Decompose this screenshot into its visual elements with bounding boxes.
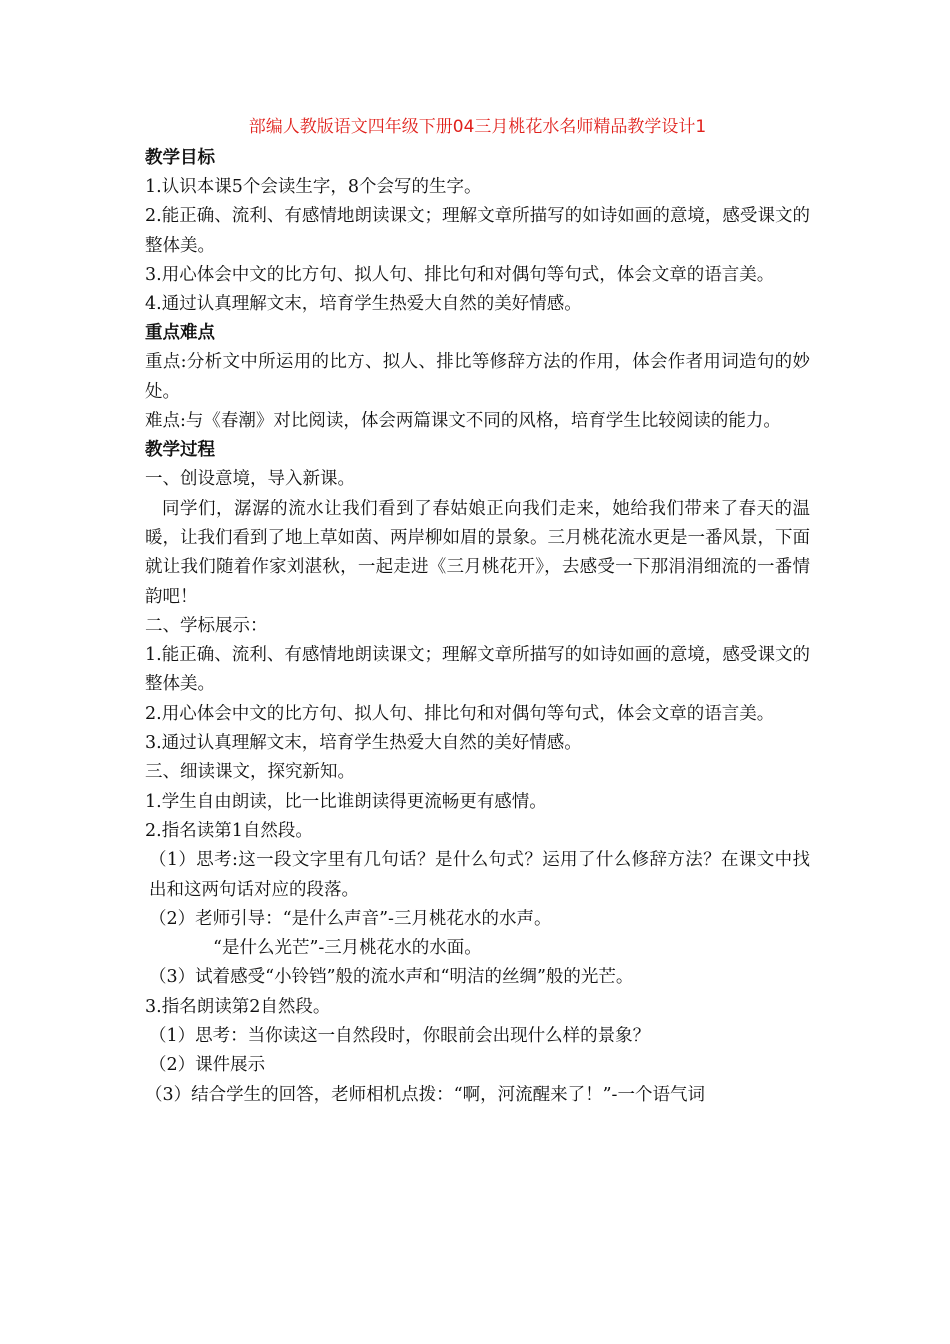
key-heading: 重点难点: [145, 323, 215, 344]
step1-heading: 一、创设意境，导入新课。: [145, 469, 355, 490]
step3-item: 1.学生自由朗读，比一比谁朗读得更流畅更有感情。: [145, 791, 547, 812]
difficult-point: 难点:与《春潮》对比阅读，体会两篇课文不同的风格，培育学生比较阅读的能力。: [145, 411, 781, 432]
step1-paragraph: 同学们，潺潺的流水让我们看到了春姑娘正向我们走来，她给我们带来了春天的温暖，让我们看到了地上草如茵、两岸柳如眉的景象。三月桃花流水更是一番风景，下面就让我们随着作家刘湛秋，一起走进《三月桃花开》，去感受一下那涓涓细流的一番情韵吧！: [145, 498, 810, 607]
step3-subitem: （1）思考:这一段文字里有几句话？是什么句式？运用了什么修辞方法？在课文中找出和这两句话对应的段落。: [149, 850, 810, 900]
document-body: [145, 114, 810, 1110]
step3-item: 2.指名读第1自然段。: [145, 820, 313, 841]
step3-subitem: （1）思考：当你读这一自然段时，你眼前会出现什么样的景象？: [149, 1026, 651, 1047]
step3-subitem: （3）结合学生的回答，老师相机点拨：“啊，河流醒来了！”-一个语气词: [145, 1084, 705, 1105]
step3-item: 3.指名朗读第2自然段。: [145, 996, 331, 1017]
step3-subitem: （3）试着感受“小铃铛”般的流水声和“明洁的丝绸”般的光芒。: [149, 967, 634, 988]
process-heading: 教学过程: [145, 440, 215, 461]
step2-item: 3.通过认真理解文末，培育学生热爱大自然的美好情感。: [145, 733, 582, 754]
key-point: 重点:分析文中所运用的比方、拟人、排比等修辞方法的作用，体会作者用词造句的妙处。: [145, 352, 810, 402]
step3-subitem: （2）课件展示: [149, 1055, 266, 1076]
document-title: 部编人教版语文四年级下册04三月桃花水名师精品教学设计1: [248, 117, 707, 137]
step2-item: 2.用心体会中文的比方句、拟人句、排比句和对偶句等句式，体会文章的语言美。: [145, 703, 775, 724]
goal-item: 2.能正确、流利、有感情地朗读课文；理解文章所描写的如诗如画的意境，感受课文的整体美。: [145, 206, 810, 256]
step3-subitem-continuation: “是什么光芒”-三月桃花水的水面。: [213, 938, 482, 959]
step3-heading: 三、细读课文，探究新知。: [145, 762, 355, 783]
goal-item: 3.用心体会中文的比方句、拟人句、排比句和对偶句等句式，体会文章的语言美。: [145, 264, 775, 285]
step2-heading: 二、学标展示：: [145, 615, 268, 636]
step2-item: 1.能正确、流利、有感情地朗读课文；理解文章所描写的如诗如画的意境，感受课文的整体美。: [145, 645, 810, 695]
goals-heading: 教学目标: [145, 148, 215, 168]
goal-item: 1.认识本课5个会读生字，8个会写的生字。: [145, 177, 482, 197]
goal-item: 4.通过认真理解文末，培育学生热爱大自然的美好情感。: [145, 294, 582, 315]
step3-subitem: （2）老师引导：“是什么声音”-三月桃花水的水声。: [149, 908, 552, 929]
